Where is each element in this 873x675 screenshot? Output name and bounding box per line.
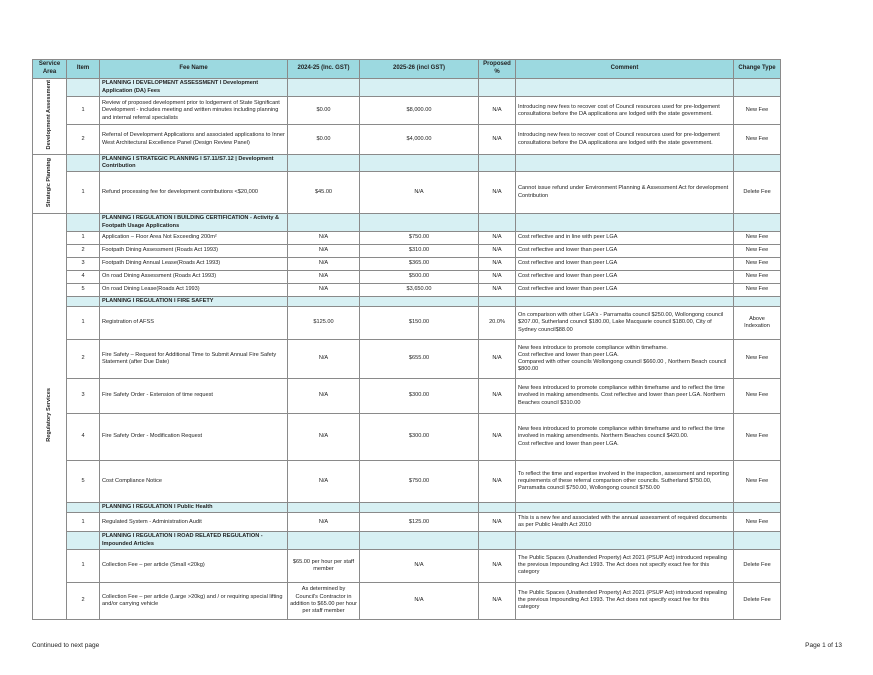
- fee-2024-25: N/A: [288, 244, 360, 257]
- change-type: Delete Fee: [734, 582, 781, 619]
- proposed-percent: N/A: [479, 125, 516, 154]
- fee-name: Regulated System - Administration Audit: [100, 513, 288, 532]
- section-blank-cell: [516, 154, 734, 172]
- change-type: New Fee: [734, 379, 781, 414]
- fee-2025-26: $150.00: [360, 307, 479, 340]
- change-type: New Fee: [734, 244, 781, 257]
- item-number: 1: [67, 513, 100, 532]
- fee-2024-25: $125.00: [288, 307, 360, 340]
- comment: Cannot issue refund under Environment Planning & Assessment Act for development Contribution: [516, 172, 734, 214]
- fee-name: Registration of AFSS: [100, 307, 288, 340]
- section-blank-cell: [288, 503, 360, 513]
- section-blank-cell: [516, 214, 734, 232]
- section-blank-cell: [734, 79, 781, 97]
- comment: Cost reflective and lower than peer LGA: [516, 244, 734, 257]
- section-blank-cell: [479, 296, 516, 306]
- service-area-cell: [33, 154, 67, 214]
- proposed-percent: N/A: [479, 461, 516, 503]
- section-blank-cell: [288, 532, 360, 550]
- change-type: New Fee: [734, 125, 781, 154]
- section-title: PLANNING I REGULATION I Public Health: [100, 503, 288, 513]
- footer-continued: Continued to next page: [32, 642, 100, 649]
- proposed-percent: N/A: [479, 513, 516, 532]
- fee-2025-26: $8,000.00: [360, 97, 479, 125]
- comment: This is a new fee and associated with the annual assessment of required documents as per Public Health Act 2010: [516, 513, 734, 532]
- section-blank-cell: [360, 79, 479, 97]
- comment: Cost reflective and in line with peer LGA: [516, 231, 734, 244]
- fee-name: Refund processing fee for development contributions <$20,000: [100, 172, 288, 214]
- comment: Cost reflective and lower than peer LGA: [516, 283, 734, 296]
- section-blank-cell: [516, 79, 734, 97]
- fee-2024-25: N/A: [288, 257, 360, 270]
- fees-body: [33, 79, 781, 620]
- section-blank-cell: [288, 296, 360, 306]
- change-type: New Fee: [734, 414, 781, 461]
- section-blank-cell: [479, 532, 516, 550]
- fee-2024-25: N/A: [288, 379, 360, 414]
- proposed-percent: N/A: [479, 172, 516, 214]
- section-row: [33, 296, 781, 306]
- proposed-percent: N/A: [479, 257, 516, 270]
- section-row: [33, 503, 781, 513]
- col-fee-2025-26: 2025-26 (incl GST): [360, 60, 479, 79]
- fee-2024-25: N/A: [288, 270, 360, 283]
- section-blank-cell: [734, 503, 781, 513]
- fee-2025-26: $500.00: [360, 270, 479, 283]
- fees-table: [32, 59, 781, 620]
- section-title: PLANNING I REGULATION I ROAD RELATED REGULATION - Impounded Articles: [100, 532, 288, 550]
- proposed-percent: N/A: [479, 340, 516, 379]
- table-row: [33, 97, 781, 125]
- change-type: New Fee: [734, 283, 781, 296]
- fee-2024-25: N/A: [288, 461, 360, 503]
- comment: To reflect the time and expertise involved in the inspection, assessment and reporting requirements of these referral comparison other councils. Sutherland $750.00, Parramatta council $750.00, Wollongong council $750.00: [516, 461, 734, 503]
- fee-name: Fire Safety Order - Modification Request: [100, 414, 288, 461]
- section-blank-cell: [734, 154, 781, 172]
- table-row: [33, 125, 781, 154]
- fee-2024-25: N/A: [288, 513, 360, 532]
- section-item-blank: [67, 532, 100, 550]
- table-row: [33, 270, 781, 283]
- section-blank-cell: [479, 154, 516, 172]
- fee-2024-25: $0.00: [288, 125, 360, 154]
- fee-2024-25: $45.00: [288, 172, 360, 214]
- fee-2024-25: N/A: [288, 283, 360, 296]
- section-row: [33, 79, 781, 97]
- col-item: Item: [67, 60, 100, 79]
- fee-2025-26: $300.00: [360, 414, 479, 461]
- table-row: [33, 582, 781, 619]
- col-comment: Comment: [516, 60, 734, 79]
- table-row: [33, 257, 781, 270]
- section-item-blank: [67, 214, 100, 232]
- table-row: [33, 172, 781, 214]
- section-blank-cell: [479, 503, 516, 513]
- fee-name: On road Dining Assessment (Roads Act 1993): [100, 270, 288, 283]
- fee-name: Footpath Dining Assessment (Roads Act 1993): [100, 244, 288, 257]
- fee-2025-26: $310.00: [360, 244, 479, 257]
- fee-name: Collection Fee – per article (Large >20kg) and / or requiring special lifting and/or carrying vehicle: [100, 582, 288, 619]
- table-row: [33, 461, 781, 503]
- proposed-percent: N/A: [479, 231, 516, 244]
- fee-2025-26: $125.00: [360, 513, 479, 532]
- change-type: New Fee: [734, 513, 781, 532]
- proposed-percent: N/A: [479, 283, 516, 296]
- proposed-percent: N/A: [479, 379, 516, 414]
- section-blank-cell: [479, 79, 516, 97]
- item-number: 1: [67, 231, 100, 244]
- section-blank-cell: [288, 154, 360, 172]
- fee-2025-26: N/A: [360, 582, 479, 619]
- fee-2024-25: $65.00 per hour per staff member: [288, 549, 360, 582]
- service-area-label: Regulatory Services: [45, 388, 52, 442]
- fee-2025-26: N/A: [360, 549, 479, 582]
- section-blank-cell: [734, 532, 781, 550]
- header-row: [33, 60, 781, 79]
- change-type: New Fee: [734, 97, 781, 125]
- change-type: New Fee: [734, 461, 781, 503]
- proposed-percent: 20.0%: [479, 307, 516, 340]
- fee-name: Application – Floor Area Not Exceeding 200m²: [100, 231, 288, 244]
- section-blank-cell: [479, 214, 516, 232]
- section-blank-cell: [360, 503, 479, 513]
- section-item-blank: [67, 79, 100, 97]
- section-blank-cell: [288, 79, 360, 97]
- fee-name: Referral of Development Applications and associated applications to Inner West Architectural Excellence Panel (Design Review Panel): [100, 125, 288, 154]
- section-blank-cell: [734, 214, 781, 232]
- section-row: [33, 154, 781, 172]
- fee-name: Collection Fee – per article (Small <20kg): [100, 549, 288, 582]
- section-blank-cell: [516, 296, 734, 306]
- change-type: Above Indexation: [734, 307, 781, 340]
- section-item-blank: [67, 503, 100, 513]
- fee-2024-25: As determined by Council's Contractor in addition to $65.00 per hour per staff member: [288, 582, 360, 619]
- table-row: [33, 283, 781, 296]
- section-title: PLANNING I STRATEGIC PLANNING I S7.11/S7.12 | Development Contribution: [100, 154, 288, 172]
- table-row: [33, 307, 781, 340]
- change-type: New Fee: [734, 257, 781, 270]
- change-type: New Fee: [734, 340, 781, 379]
- fee-name: Fire Safety – Request for Additional Time to Submit Annual Fire Safety Statement (after Due Date): [100, 340, 288, 379]
- col-service-area: Service Area: [33, 60, 67, 79]
- section-item-blank: [67, 154, 100, 172]
- section-title: PLANNING I DEVELOPMENT ASSESSMENT I Development Application (DA) Fees: [100, 79, 288, 97]
- item-number: 5: [67, 283, 100, 296]
- service-area-label: Development Assessment: [45, 80, 52, 150]
- col-proposed: Proposed %: [479, 60, 516, 79]
- service-area-label: Strategic Planning: [45, 157, 52, 207]
- table-row: [33, 379, 781, 414]
- comment: New fees introduced to promote compliance within timeframe and to reflect the time involved in making amendments. Northern Beaches council $420.00. Cost reflective and lower than peer LGA.: [516, 414, 734, 461]
- comment: Introducing new fees to recover cost of Council resources used for pre-lodgement consultations before the DA applications are lodged with the state government.: [516, 97, 734, 125]
- section-blank-cell: [360, 296, 479, 306]
- section-blank-cell: [360, 214, 479, 232]
- proposed-percent: N/A: [479, 244, 516, 257]
- fee-2024-25: N/A: [288, 414, 360, 461]
- col-fee-name: Fee Name: [100, 60, 288, 79]
- comment: New fees introduce to promote compliance within timeframe. Cost reflective and lower than peer LGA. Compared with other councils Wollongong council $660.00 , Northern Beach council $800.00: [516, 340, 734, 379]
- item-number: 4: [67, 414, 100, 461]
- footer-page-number: Page 1 of 13: [805, 642, 842, 649]
- change-type: Delete Fee: [734, 172, 781, 214]
- item-number: 3: [67, 257, 100, 270]
- section-row: [33, 532, 781, 550]
- section-blank-cell: [360, 154, 479, 172]
- item-number: 4: [67, 270, 100, 283]
- fee-2025-26: N/A: [360, 172, 479, 214]
- item-number: 1: [67, 549, 100, 582]
- comment: The Public Spaces (Unattended Property) Act 2021 (PSUP Act) introduced repealing the previous Impounding Act 1993. The Act does not specify exact fee for this category: [516, 582, 734, 619]
- section-blank-cell: [734, 296, 781, 306]
- section-blank-cell: [360, 532, 479, 550]
- section-title: PLANNING I REGULATION I BUILDING CERTIFICATION - Activity & Footpath Usage Applications: [100, 214, 288, 232]
- proposed-percent: N/A: [479, 549, 516, 582]
- fee-2025-26: $750.00: [360, 231, 479, 244]
- item-number: 2: [67, 244, 100, 257]
- fee-2025-26: $3,650.00: [360, 283, 479, 296]
- fee-2025-26: $365.00: [360, 257, 479, 270]
- comment: The Public Spaces (Unattended Property) Act 2021 (PSUP Act) introduced repealing the previous Impounding Act 1993. The Act does not specify exact fee for this category: [516, 549, 734, 582]
- comment: New fees introduced to promote compliance within timeframe and to reflect the time involved in making amendments. Cost reflective and lower than peer LGA. Northern Beaches council $310.00: [516, 379, 734, 414]
- comment: Introducing new fees to recover cost of Council resources used for pre-lodgement consultations before the DA applications are lodged with the state government.: [516, 125, 734, 154]
- fee-2025-26: $300.00: [360, 379, 479, 414]
- section-blank-cell: [288, 214, 360, 232]
- table-row: [33, 244, 781, 257]
- section-item-blank: [67, 296, 100, 306]
- change-type: New Fee: [734, 270, 781, 283]
- proposed-percent: N/A: [479, 414, 516, 461]
- section-blank-cell: [516, 503, 734, 513]
- fee-name: Fire Safety Order - Extension of time request: [100, 379, 288, 414]
- comment: Cost reflective and lower than peer LGA: [516, 270, 734, 283]
- fee-name: Cost Compliance Notice: [100, 461, 288, 503]
- fee-2024-25: N/A: [288, 340, 360, 379]
- service-area-cell: [33, 79, 67, 155]
- table-row: [33, 231, 781, 244]
- proposed-percent: N/A: [479, 97, 516, 125]
- item-number: 5: [67, 461, 100, 503]
- table-row: [33, 340, 781, 379]
- table-row: [33, 414, 781, 461]
- table-row: [33, 513, 781, 532]
- item-number: 3: [67, 379, 100, 414]
- fee-2025-26: $4,000.00: [360, 125, 479, 154]
- item-number: 2: [67, 340, 100, 379]
- fee-2024-25: N/A: [288, 231, 360, 244]
- item-number: 2: [67, 125, 100, 154]
- item-number: 1: [67, 172, 100, 214]
- item-number: 1: [67, 307, 100, 340]
- item-number: 2: [67, 582, 100, 619]
- col-change-type: Change Type: [734, 60, 781, 79]
- section-title: PLANNING I REGULATION I FIRE SAFETY: [100, 296, 288, 306]
- fee-2025-26: $655.00: [360, 340, 479, 379]
- section-row: [33, 214, 781, 232]
- fee-name: Footpath Dining Annual Lease(Roads Act 1993): [100, 257, 288, 270]
- fee-name: On road Dining Lease(Roads Act 1993): [100, 283, 288, 296]
- col-fee-2024-25: 2024-25 (Inc. GST): [288, 60, 360, 79]
- section-blank-cell: [516, 532, 734, 550]
- fee-2024-25: $0.00: [288, 97, 360, 125]
- comment: On comparison with other LGA's - Parramatta council $250.00, Wollongong council $207.00, Sutherland council $180.00, Lake Macquarie council $180.00, City of Sydney council$88.00: [516, 307, 734, 340]
- service-area-cell: [33, 214, 67, 620]
- change-type: Delete Fee: [734, 549, 781, 582]
- proposed-percent: N/A: [479, 270, 516, 283]
- change-type: New Fee: [734, 231, 781, 244]
- fee-2025-26: $750.00: [360, 461, 479, 503]
- comment: Cost reflective and lower than peer LGA: [516, 257, 734, 270]
- fee-name: Review of proposed development prior to lodgement of State Significant Development - includes meeting and written minutes including planning and internal referral specialists: [100, 97, 288, 125]
- proposed-percent: N/A: [479, 582, 516, 619]
- table-row: [33, 549, 781, 582]
- item-number: 1: [67, 97, 100, 125]
